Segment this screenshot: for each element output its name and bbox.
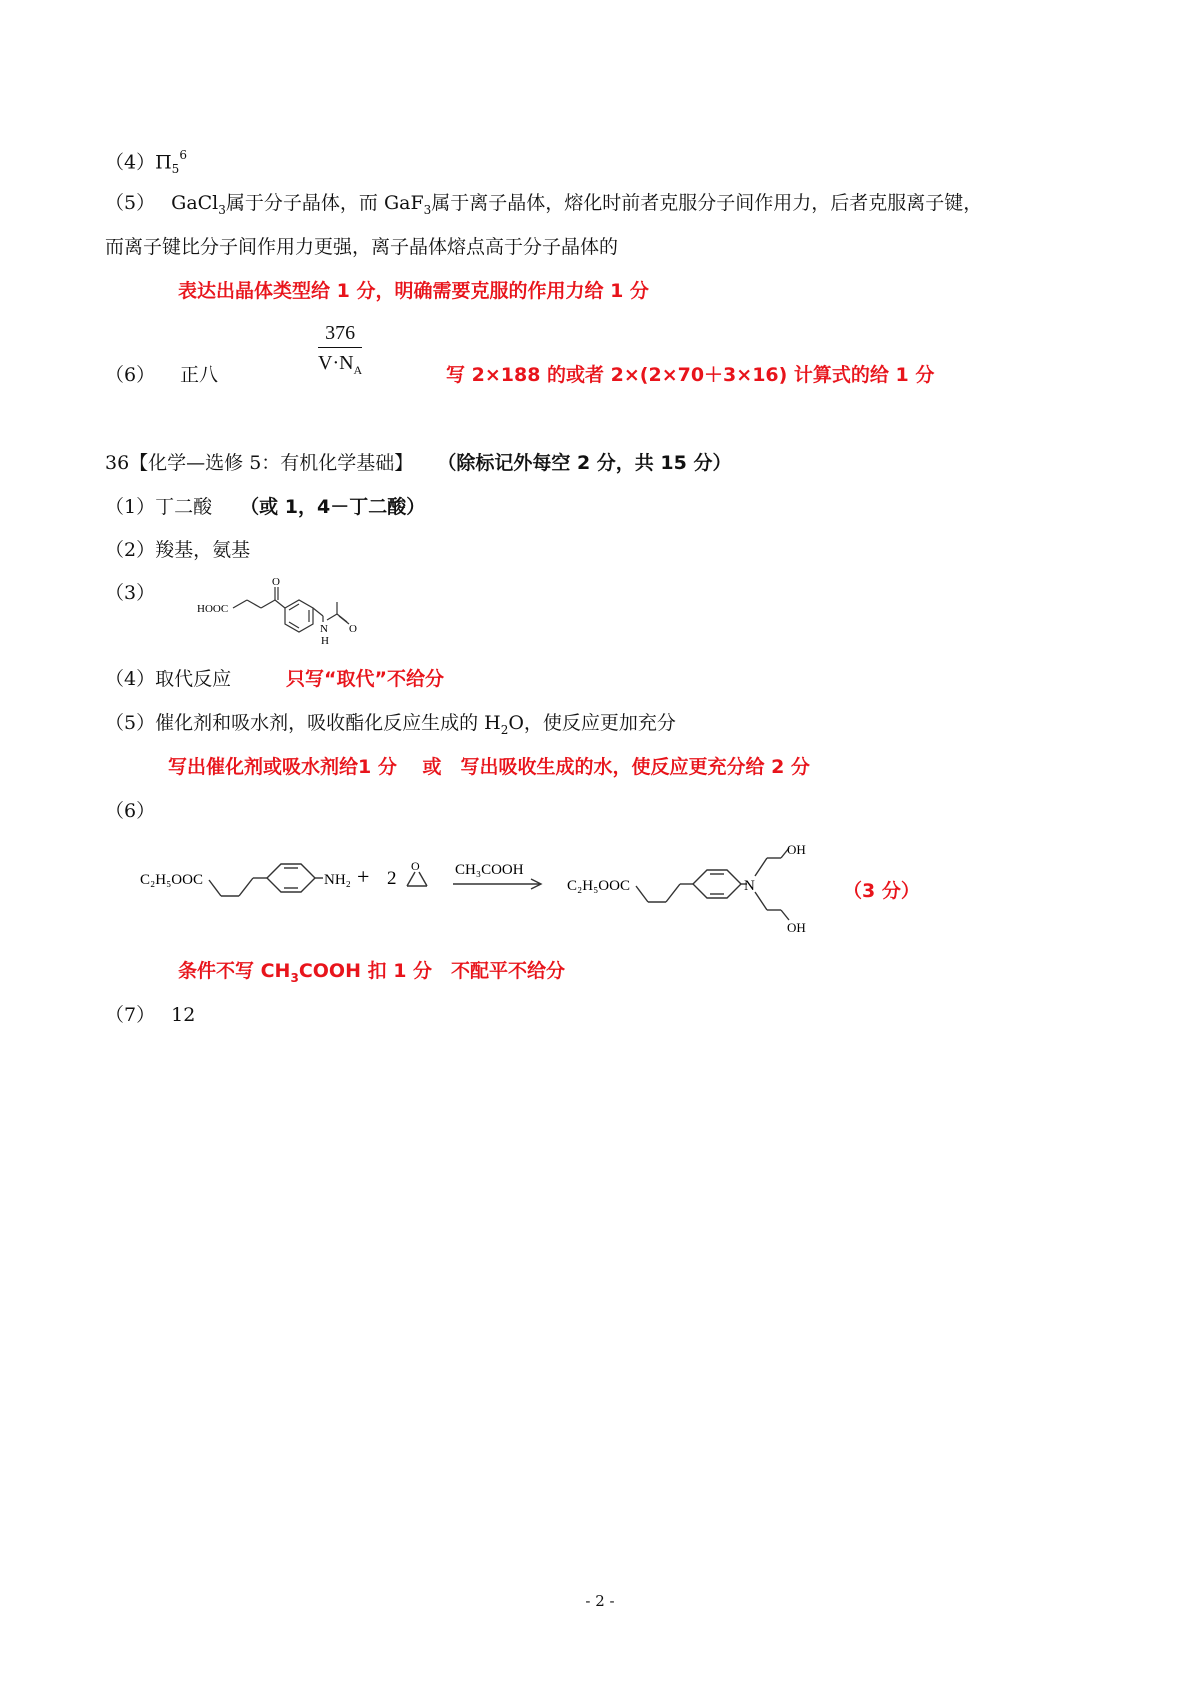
q35-item6-label: （6） — [105, 364, 156, 386]
coefficient: 2 — [387, 868, 397, 889]
pi-symbol: Π — [155, 151, 172, 174]
reaction-arrow — [453, 879, 541, 889]
fraction-denominator: $V\cdot N_A$ — [318, 352, 363, 377]
epoxide-ring — [407, 872, 427, 886]
item-label: （4） — [105, 151, 156, 174]
q36-item1 — [105, 496, 425, 519]
q36-item7 — [105, 1004, 195, 1027]
item-label: （1） — [105, 496, 156, 518]
oh-bottom-label: OH — [787, 920, 806, 935]
answer-text: 取代反应 — [155, 668, 232, 690]
amine-label: NH₂ — [324, 872, 351, 888]
q35-item5-note: 表达出晶体类型给 1 分，明确需要克服的作用力给 1 分 — [178, 280, 649, 302]
q35-item5-line1 — [105, 192, 982, 217]
reaction-scheme — [135, 838, 955, 938]
page-number: - 2 - — [585, 1592, 615, 1610]
pi-sup: 6 — [179, 148, 187, 162]
answer-text: GaCl$_3$属于分子晶体，而 GaF$_3$属于离子晶体，熔化时前者克服分子间作用力，后者克服离子键， — [171, 192, 983, 217]
amide-h-label: H — [321, 635, 329, 647]
q35-item6-note: 写 2×188 的或者 2×(2×70＋3×16) 计算式的给 1 分 — [446, 364, 935, 386]
q36-header — [105, 452, 731, 475]
pi-sub: 5 — [171, 162, 180, 177]
reactant-ester-label: C₂H₅OOC — [140, 872, 203, 888]
q36-item4-note: 只写“取代”不给分 — [286, 668, 444, 690]
q36-item3-label: （3） — [105, 582, 156, 604]
q36-title: 36【化学—选修 5：有机化学基础】 — [105, 452, 414, 474]
q36-item2 — [105, 539, 250, 562]
reaction-condition: CH₃COOH — [455, 862, 524, 878]
answer-text: 羧基，氨基 — [155, 539, 251, 561]
q35-item4 — [105, 150, 187, 177]
q36-item6-label: （6） — [105, 800, 156, 822]
structure-3-diagram — [195, 574, 375, 654]
q35-item6-answer: 正八 — [180, 364, 219, 386]
q36-item6-score: （3 分） — [843, 880, 920, 902]
q36-item6-note: 条件不写 $CH_3COOH$ 扣 1 分 不配平不给分 — [178, 960, 566, 985]
answer-text: 催化剂和吸水剂，吸收酯化反应生成的 $H_2O$，使反应更加充分 — [155, 712, 676, 737]
item-label: （5） — [105, 712, 156, 734]
amide-n-label: N — [320, 623, 328, 635]
item-label: （4） — [105, 668, 156, 690]
ketone-o-label: O — [272, 576, 280, 588]
q36-item5 — [105, 712, 676, 737]
q36-item4 — [105, 668, 231, 691]
answer-text: 12 — [171, 1004, 196, 1026]
hooc-label: HOOC — [197, 603, 229, 615]
oh-top-label: OH — [787, 842, 806, 857]
density-fraction — [318, 322, 362, 378]
amide-o-label: O — [349, 623, 357, 635]
product-ester-label: C₂H₅OOC — [567, 878, 630, 894]
alternative-answer: （或 1，4－丁二酸） — [240, 496, 426, 518]
item-label: （7） — [105, 1004, 156, 1026]
product-n-label: N — [744, 878, 755, 894]
q36-score-note: （除标记外每空 2 分，共 15 分） — [437, 452, 732, 474]
plus-sign: + — [357, 864, 370, 889]
fraction-numerator: 376 — [318, 322, 362, 348]
answer-text: 丁二酸 — [155, 496, 213, 518]
q35-item5-line2: 而离子键比分子间作用力更强，离子晶体熔点高于分子晶体的 — [105, 236, 619, 258]
item-label: （5） — [105, 192, 156, 214]
item-label: （2） — [105, 539, 156, 561]
q36-item5-note: 写出催化剂或吸水剂给1 分 或 写出吸收生成的水，使反应更充分给 2 分 — [168, 756, 810, 778]
epoxide-o-label: O — [411, 859, 420, 873]
